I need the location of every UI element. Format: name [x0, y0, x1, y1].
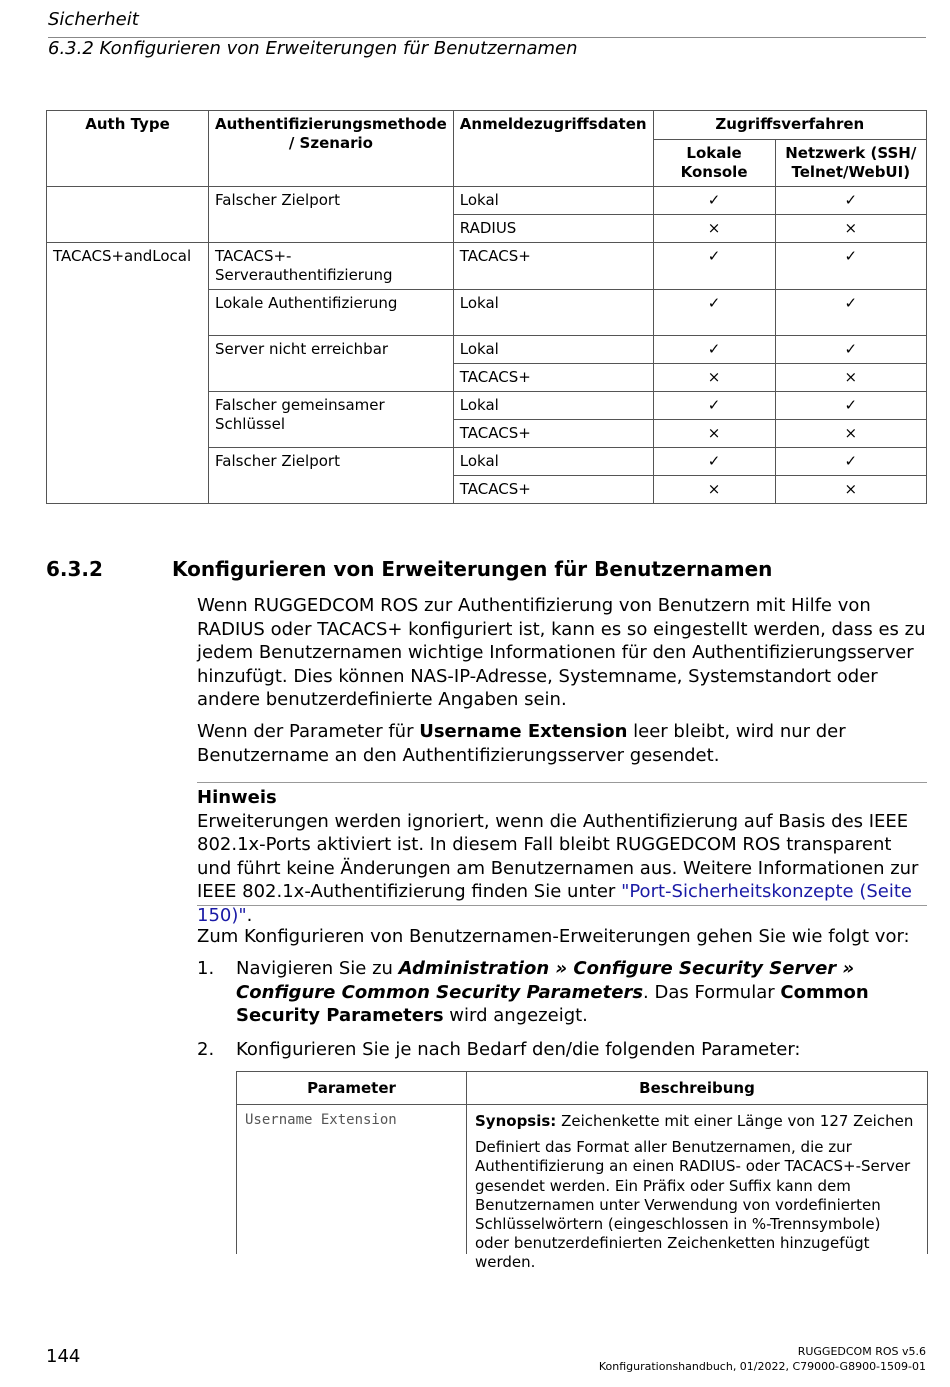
parameter-table-header — [236, 1071, 928, 1105]
cred-cell: Lokal — [453, 290, 653, 336]
running-header-section: Sicherheit — [48, 9, 139, 30]
cred-cell: Lokal — [453, 392, 653, 420]
text-run: Konfigurieren Sie je nach Bedarf den/die folgenden Parameter: — [236, 1038, 801, 1060]
parameter-name: Username Extension — [237, 1105, 467, 1254]
cross-icon: × — [653, 476, 775, 504]
scenario-cell: Falscher Zielport — [209, 187, 454, 243]
table-row — [47, 243, 927, 290]
check-icon: ✓ — [653, 290, 775, 336]
page-number: 144 — [46, 1346, 81, 1367]
col-credentials: Anmeldezugriffsdaten — [453, 111, 653, 187]
scenario-cell: Falscher Zielport — [209, 448, 454, 504]
scenario-cell: Falscher gemeinsamer Schlüssel — [209, 392, 454, 448]
footer-document: Konfigurationshandbuch, 01/2022, C79000-G8900-1509-01 — [598, 1360, 926, 1373]
empty-extension-paragraph — [197, 720, 927, 767]
auth-type-cell — [47, 187, 209, 243]
step-number: 2. — [197, 1038, 215, 1060]
table-row — [47, 187, 927, 215]
check-icon: ✓ — [653, 448, 775, 476]
check-icon: ✓ — [653, 187, 775, 215]
procedure-intro: Zum Konfigurieren von Benutzernamen-Erweiterungen gehen Sie wie folgt vor: — [197, 926, 910, 947]
text-run: . Das Formular — [643, 981, 781, 1003]
cross-icon: × — [653, 420, 775, 448]
check-icon: ✓ — [775, 336, 926, 364]
synopsis-text: Zeichenkette mit einer Länge von 127 Zeichen — [556, 1112, 914, 1130]
cross-icon: × — [775, 215, 926, 243]
cred-cell: RADIUS — [453, 215, 653, 243]
cross-icon: × — [653, 215, 775, 243]
param-name-bold: Username Extension — [419, 721, 628, 742]
auth-type-cell: TACACS+andLocal — [47, 243, 209, 504]
col-method: Authentifizierungsmethode / Szenario — [209, 111, 454, 187]
check-icon: ✓ — [775, 392, 926, 420]
check-icon: ✓ — [653, 243, 775, 290]
cred-cell: Lokal — [453, 336, 653, 364]
cred-cell: TACACS+ — [453, 476, 653, 504]
check-icon: ✓ — [775, 243, 926, 290]
procedure-steps — [197, 957, 927, 1071]
scenario-cell: Server nicht erreichbar — [209, 336, 454, 392]
menu-path: Administration » Configure Security Server » Configure Common Security Parameters — [236, 958, 855, 1003]
scenario-cell: TACACS+-Serverauthentifizierung — [209, 243, 454, 290]
intro-paragraph: Wenn RUGGEDCOM ROS zur Authentifizierung von Benutzern mit Hilfe von RADIUS oder TACACS+ konfiguriert ist, kann es so eingestellt werden, dass es zu jedem Benutzernamen wichtige Informationen für den Authentifizierungsserver hinzufügt. Dies können NAS-IP-Adresse, Systemname, Systemstandort oder andere benutzerdefinierte Angaben sein. — [197, 595, 926, 710]
text-run: leer bleibt, wird nur der Benutzername an den Authentifizierungsserver gesendet. — [197, 721, 846, 766]
check-icon: ✓ — [653, 336, 775, 364]
running-header-subsection: 6.3.2 Konfigurieren von Erweiterungen für Benutzernamen — [48, 38, 578, 59]
synopsis-label: Synopsis: — [475, 1112, 557, 1130]
check-icon: ✓ — [775, 290, 926, 336]
auth-scenario-table — [46, 110, 927, 504]
check-icon: ✓ — [775, 187, 926, 215]
check-icon: ✓ — [653, 392, 775, 420]
col-local-console: Lokale Konsole — [653, 140, 775, 187]
col-auth-type: Auth Type — [47, 111, 209, 187]
note-title: Hinweis — [197, 787, 277, 808]
col-description: Beschreibung — [639, 1079, 755, 1097]
text-run: wird angezeigt. — [443, 1005, 588, 1026]
cross-icon: × — [775, 420, 926, 448]
form-name: Common Security Parameters — [236, 981, 869, 1026]
col-network: Netzwerk (SSH/ Telnet/WebUI) — [775, 140, 926, 187]
parameter-table — [236, 1071, 928, 1272]
section-title: Konfigurieren von Erweiterungen für Benutzernamen — [172, 557, 773, 581]
text-run: Navigieren Sie zu — [236, 958, 399, 979]
list-item — [197, 1038, 927, 1062]
note-body — [197, 810, 927, 928]
cross-icon: × — [653, 364, 775, 392]
list-item — [197, 957, 927, 1028]
note-box — [197, 782, 927, 926]
text-run: Erweiterungen werden ignoriert, wenn die Authentifizierung auf Basis des IEEE 802.1x-Ports aktiviert ist. In diesem Fall bleibt RUGGEDCOM ROS transparent und führt keine Änderungen am Benutzernamen aus. Weitere Informationen zur IEEE 802.1x-Authentifizierung finden Sie unter — [197, 810, 919, 902]
cred-cell: TACACS+ — [453, 420, 653, 448]
cross-icon: × — [775, 476, 926, 504]
section-heading — [46, 557, 772, 581]
synopsis — [475, 1112, 919, 1131]
check-icon: ✓ — [775, 448, 926, 476]
cred-cell: TACACS+ — [453, 364, 653, 392]
scenario-cell: Lokale Authentifizierung — [209, 290, 454, 336]
cred-cell: Lokal — [453, 187, 653, 215]
cred-cell: TACACS+ — [453, 243, 653, 290]
col-parameter: Parameter — [237, 1072, 467, 1104]
table-row — [236, 1105, 928, 1272]
text-run: Wenn der Parameter für — [197, 721, 420, 742]
port-security-link[interactable]: "Port-Sicherheitskonzepte (Seite 150)" — [197, 881, 912, 926]
step-number: 1. — [197, 958, 215, 979]
col-access: Zugriffsverfahren — [653, 111, 926, 140]
section-number: 6.3.2 — [46, 557, 103, 581]
cross-icon: × — [775, 364, 926, 392]
text-run: . — [246, 904, 253, 926]
footer-product: RUGGEDCOM ROS v5.6 — [797, 1345, 926, 1358]
description-text: Definiert das Format aller Benutzernamen, die zur Authentifizierung an einen RADIUS- oder TACACS+-Server gesendet werden. Ein Präfix oder Suffix kann dem Benutzernamen unter Verwendung von vordefinierten Schlüsselwörtern (eingeschlossen in %-Trennsymbole) oder benutzerdefinierten Zeichenketten hinzugefügt werden. — [475, 1138, 911, 1272]
parameter-description — [467, 1105, 927, 1272]
cred-cell: Lokal — [453, 448, 653, 476]
